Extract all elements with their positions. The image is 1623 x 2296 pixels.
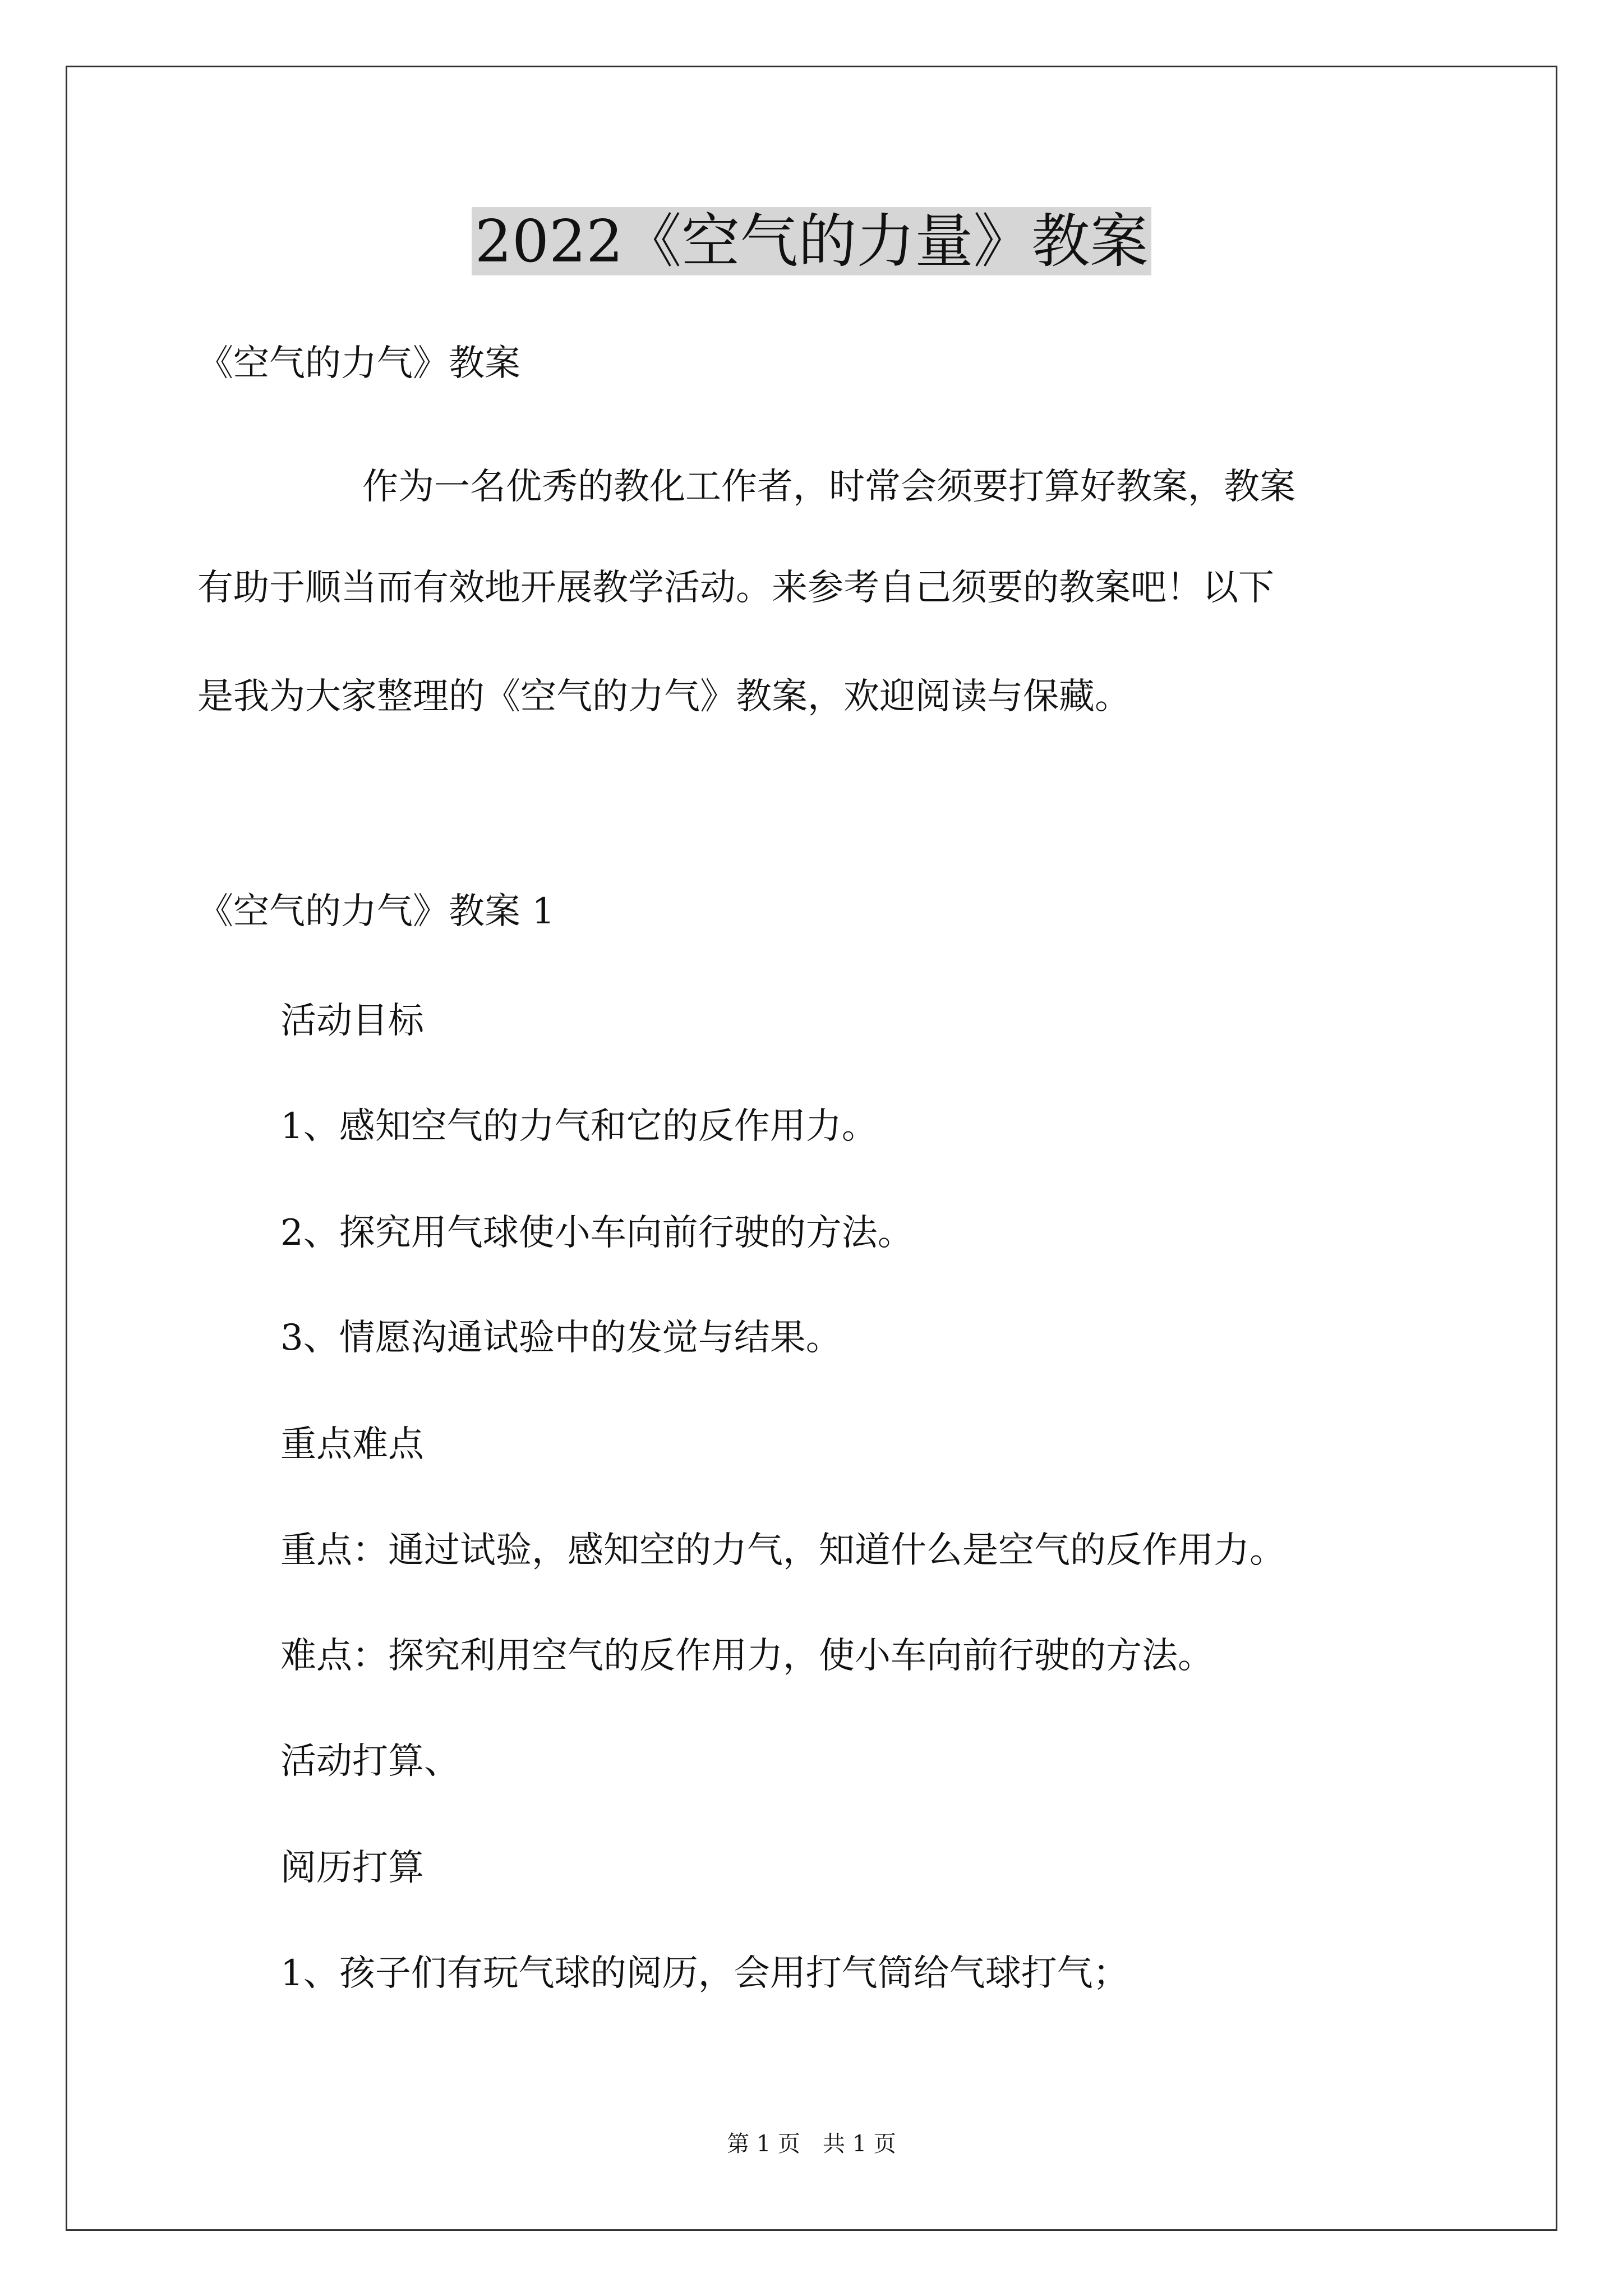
document-subtitle: 《空气的力气》教案 [197,343,520,384]
body-line-experience-1: 1、孩子们有玩气球的阅历，会用打气筒给气球打气； [280,1953,1129,1994]
page-footer: 第 1 页 共 1 页 [727,2131,896,2157]
body-line-goal-2: 2、探究用气球使小车向前行驶的方法。 [280,1212,914,1254]
section-heading: 《空气的力气》教案 1 [197,891,555,932]
body-line-key-points-heading: 重点难点 [280,1424,424,1465]
document-title: 2022《空气的力量》教案 [0,199,1623,283]
body-line-activity-goals: 活动目标 [280,1000,424,1042]
body-line-experience-prep: 阅历打算 [280,1847,424,1889]
body-line-difficulty: 难点：探究利用空气的反作用力，使小车向前行驶的方法。 [280,1635,1214,1677]
body-line-preparation: 活动打算、 [280,1741,460,1782]
intro-line-2: 有助于顺当而有效地开展教学活动。来参考自己须要的教案吧！以下 [197,567,1274,609]
intro-line-3: 是我为大家整理的《空气的力气》教案，欢迎阅读与保藏。 [197,676,1131,717]
intro-line-1: 作为一名优秀的教化工作者，时常会须要打算好教案，教案 [362,466,1295,508]
body-line-key-point: 重点：通过试验，感知空的力气，知道什么是空气的反作用力。 [280,1530,1285,1571]
body-line-goal-3: 3、情愿沟通试验中的发觉与结果。 [280,1317,842,1359]
body-line-goal-1: 1、感知空气的力气和它的反作用力。 [280,1106,878,1147]
